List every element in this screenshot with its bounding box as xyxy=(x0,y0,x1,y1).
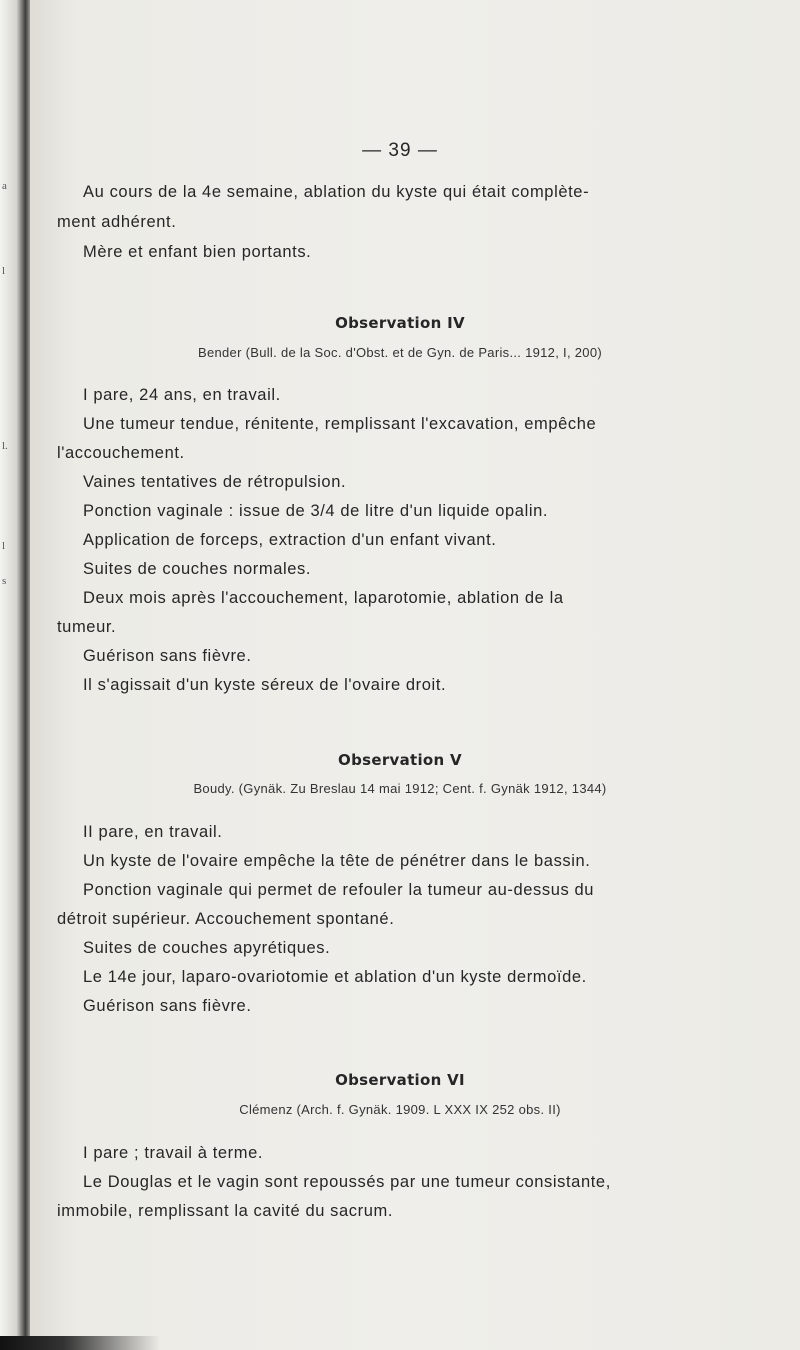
page-number: — 39 — xyxy=(362,140,438,161)
text-line: l'accouchement. xyxy=(57,444,185,462)
text-line: Ponction vaginale : issue de 3/4 de litre d'un liquide opalin. xyxy=(83,502,549,520)
text-line: Une tumeur tendue, rénitente, remplissant l'excavation, empêche xyxy=(83,415,597,433)
text-line: immobile, remplissant la cavité du sacrum. xyxy=(57,1202,394,1220)
text-line: II pare, en travail. xyxy=(83,823,223,841)
margin-mark: a xyxy=(2,180,7,192)
observation-heading: Observation V xyxy=(338,751,462,769)
observation-heading: Observation VI xyxy=(335,1071,465,1089)
scan-shadow xyxy=(0,1336,160,1350)
text-line: I pare ; travail à terme. xyxy=(83,1144,264,1162)
observation-heading: Observation IV xyxy=(335,314,465,332)
text-line: Suites de couches normales. xyxy=(83,560,312,578)
text-line: Deux mois après l'accouchement, laparotomie, ablation de la xyxy=(83,589,564,607)
text-line: Le 14e jour, laparo-ovariotomie et ablation d'un kyste dermoïde. xyxy=(83,968,587,986)
text-line: Un kyste de l'ovaire empêche la tête de pénétrer dans le bassin. xyxy=(83,852,591,870)
text-line: I pare, 24 ans, en travail. xyxy=(83,386,281,404)
text-line: Guérison sans fièvre. xyxy=(83,647,252,665)
text-line: détroit supérieur. Accouchement spontané. xyxy=(57,910,395,928)
margin-mark: l xyxy=(2,540,6,552)
text-line: Suites de couches apyrétiques. xyxy=(83,939,331,957)
observation-reference: Bender (Bull. de la Soc. d'Obst. et de Gyn. de Paris... 1912, I, 200) xyxy=(197,345,602,360)
text-line: Le Douglas et le vagin sont repoussés par une tumeur consistante, xyxy=(83,1173,611,1191)
text-line: Vaines tentatives de rétropulsion. xyxy=(83,473,347,491)
text-line: tumeur. xyxy=(57,618,117,636)
text-line: Au cours de la 4e semaine, ablation du kyste qui était complète- xyxy=(83,183,590,201)
margin-mark: s xyxy=(2,575,7,587)
text-line: Application de forceps, extraction d'un enfant vivant. xyxy=(83,531,497,549)
margin-mark: l xyxy=(2,265,6,277)
text-line: Il s'agissait d'un kyste séreux de l'ovaire droit. xyxy=(83,676,447,694)
margin-mark: l. xyxy=(2,440,8,452)
text-line: ment adhérent. xyxy=(57,213,177,231)
text-line: Mère et enfant bien portants. xyxy=(83,243,312,261)
text-line: Guérison sans fièvre. xyxy=(83,997,252,1015)
observation-reference: Clémenz (Arch. f. Gynäk. 1909. L XXX IX 252 obs. II) xyxy=(239,1102,561,1117)
text-line: Ponction vaginale qui permet de refouler la tumeur au-dessus du xyxy=(83,881,595,899)
observation-reference: Boudy. (Gynäk. Zu Breslau 14 mai 1912; Cent. f. Gynäk 1912, 1344) xyxy=(193,781,607,796)
book-spine xyxy=(0,0,30,1350)
